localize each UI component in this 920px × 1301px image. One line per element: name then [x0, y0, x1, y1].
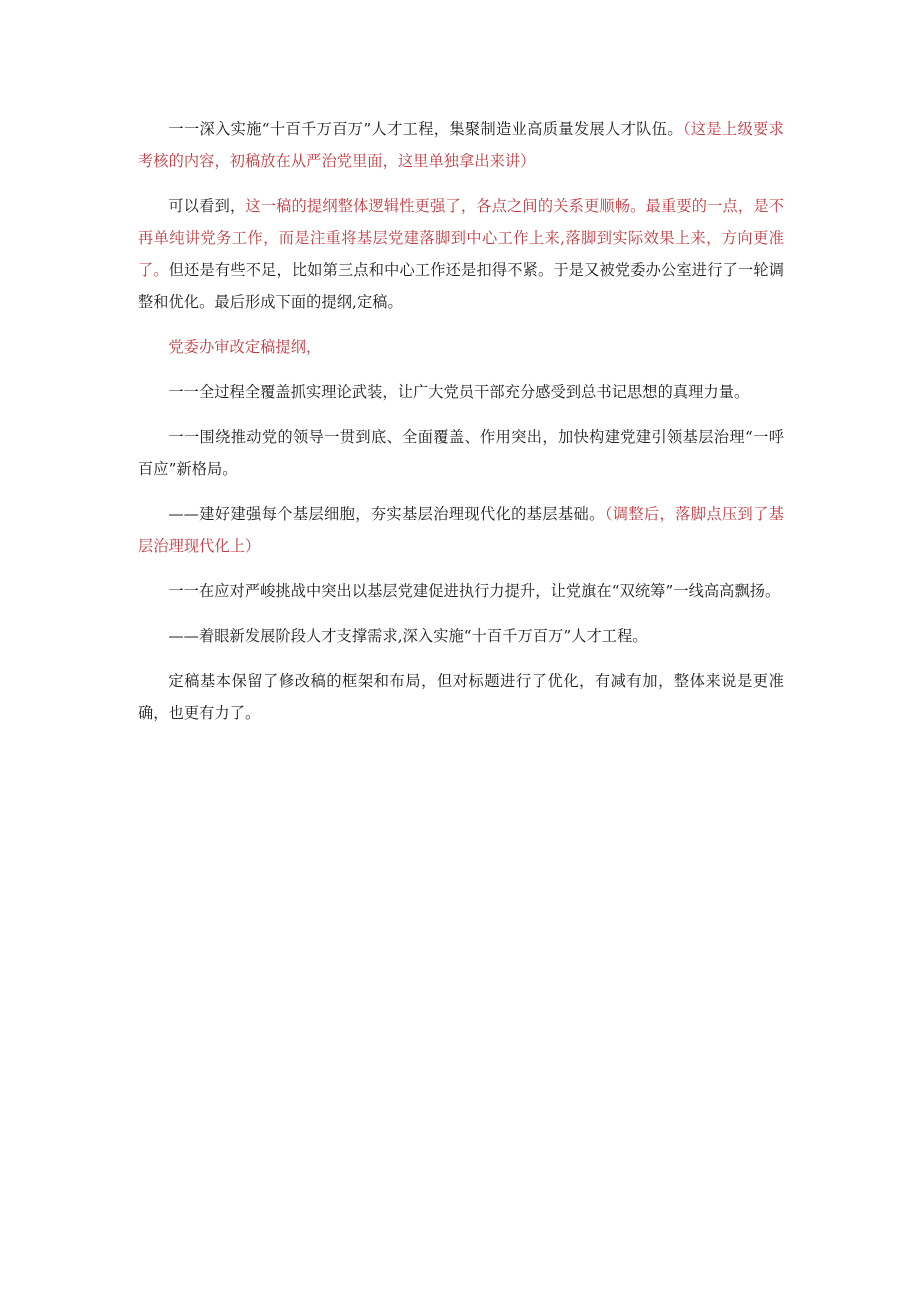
paragraph-text: 一一全过程全覆盖抓实理论武装，让广大党员干部充分感受到总书记思想的真理力量。 [168, 383, 750, 401]
outline-item-talent [138, 620, 784, 652]
paragraph-text: 可以看到， [168, 197, 246, 215]
paragraph-text: 一一围绕推动党的领导一贯到底、全面覆盖、作用突出，加快构建党建引领基层治理“一呼百应”新格局。 [138, 428, 784, 478]
editor-note: （这是上级要求考核的内容，初稿放在从严治党里面，这里单独拿出来讲） [138, 120, 784, 170]
paragraph-commentary [138, 190, 784, 318]
outline-item-execution [138, 575, 784, 607]
paragraph-text: 一一深入实施“十百千万百万”人才工程，集聚制造业高质量发展人才队伍。 [168, 120, 683, 138]
editor-note: （调整后，落脚点压到了基层治理现代化上） [138, 505, 784, 555]
final-outline-heading: 党委办审改定稿提纲， [168, 338, 322, 356]
outline-item-theory [138, 376, 784, 408]
paragraph-conclusion [138, 665, 784, 729]
document-page [138, 113, 784, 742]
paragraph-text: 定稿基本保留了修改稿的框架和布局，但对标题进行了优化，有减有加，整体来说是更准确，也更有力了。 [138, 672, 784, 722]
outline-item-governance [138, 421, 784, 485]
paragraph-text: 一一在应对严峻挑战中突出以基层党建促进执行力提升，让党旗在“双统筹”一线高高飘扬。 [168, 582, 781, 600]
highlighted-commentary: 这一稿的提纲整体逻辑性更强了，各点之间的关系更顺畅。最重要的一点，是不再单纯讲党务工作，而是注重将基层党建落脚到中心工作上来,落脚到实际效果上来，方向更准了。 [138, 197, 785, 279]
paragraph-talent-project [138, 113, 784, 177]
paragraph-text: ——着眼新发展阶段人才支撑需求,深入实施“十百千万百万”人才工程。 [168, 627, 648, 645]
section-heading [138, 331, 784, 363]
paragraph-text: 但还是有些不足，比如第三点和中心工作还是扣得不紧。于是又被党委办公室进行了一轮调整和优化。最后形成下面的提纲,定稿。 [138, 261, 785, 311]
paragraph-text: ——建好建强每个基层细胞，夯实基层治理现代化的基层基础。 [168, 505, 605, 523]
outline-item-grassroots [138, 498, 784, 562]
